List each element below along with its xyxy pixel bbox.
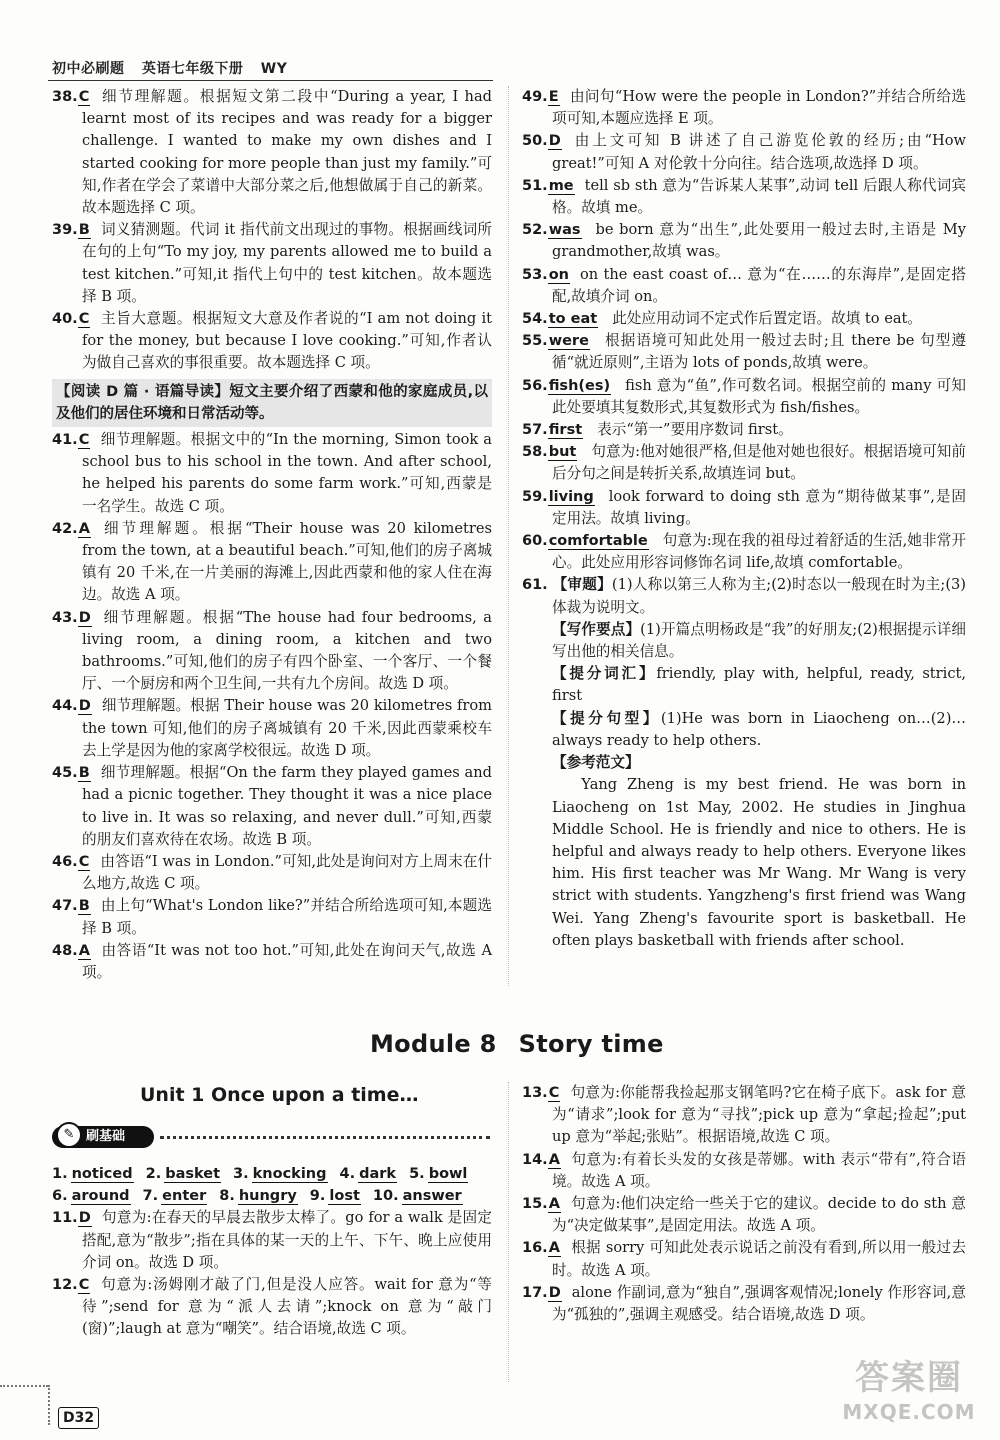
- fill-number: 5.: [409, 1166, 425, 1182]
- badge-label: 刷基础: [86, 1129, 126, 1144]
- item-number: 43.: [52, 609, 78, 626]
- review-label: 【审题】: [552, 576, 612, 594]
- column-divider-lower: [508, 1082, 509, 1382]
- item-explanation: 句意为:汤姆刚才敲了门,但是没人应答。wait for 意为“等待”;send for 意为“派人去请”;knock on 意为“敲门(窗)”;laugh at 意为“嘲笑”。结合语境,故选 C 项。: [82, 1276, 492, 1338]
- item-answer: to eat: [548, 311, 598, 328]
- item-answer: fish(es): [548, 377, 611, 394]
- item-number: 48.: [52, 942, 78, 959]
- sample-essay-heading: [522, 752, 966, 774]
- item-explanation: 由答语“It was not too hot.”可知,此处在询问天气,故选 A 项。: [82, 941, 492, 981]
- item-answer: first: [548, 422, 583, 439]
- item-number: 11.: [52, 1210, 78, 1227]
- item-explanation: be born 意为“出生”,此处要用一般过去时,主语是 My grandmother,故填 was。: [552, 221, 966, 261]
- review-line: [522, 574, 966, 618]
- answer-item: [522, 1237, 966, 1281]
- item-explanation: 根据 sorry 可知此处表示说话之前没有看到,所以用一般过去时。故选 A 项。: [552, 1239, 966, 1279]
- sample-essay-label: 【参考范文】: [552, 754, 640, 772]
- fill-word: lost: [329, 1188, 360, 1205]
- answer-list-49-60: [522, 86, 966, 574]
- header-subject: 英语七年级下册: [141, 61, 244, 77]
- item-explanation: alone 作副词,意为“独自”,强调客观情况;lonely 作形容词,意为“孤独的”,强调主观感受。结合语境,故选 D 项。: [552, 1283, 966, 1324]
- item-answer: A: [548, 1151, 560, 1168]
- item-number: 59.: [522, 488, 548, 505]
- right-column-bottom: [522, 1082, 966, 1326]
- answer-item: [522, 419, 966, 441]
- answer-item: [522, 219, 966, 263]
- brush-icon: ✎: [56, 1122, 82, 1148]
- answer-item: [522, 1282, 966, 1326]
- key-points-label: 【写作要点】: [552, 620, 641, 638]
- item-explanation: 句意为:他对她很严格,但是他对她也很好。根据语境可知前后分句之间是转折关系,故填连词 but。: [552, 443, 966, 483]
- answer-item: [522, 175, 966, 219]
- fill-number: 9.: [309, 1188, 326, 1205]
- fill-number: 2.: [145, 1166, 162, 1182]
- header-rule: [48, 80, 493, 81]
- item-number: 41.: [52, 432, 78, 449]
- item-answer: C: [78, 432, 90, 449]
- answer-item: [52, 895, 492, 939]
- header-edition: WY: [260, 61, 288, 77]
- vocab-text: friendly, play with, helpful, ready, strict, first: [552, 665, 966, 705]
- item-answer: C: [548, 1085, 560, 1101]
- fill-row-1: [52, 1163, 492, 1185]
- item-number: 57.: [522, 422, 548, 439]
- item-number: 16.: [522, 1240, 548, 1257]
- item-answer: C: [78, 1277, 90, 1294]
- answer-item: [52, 518, 492, 607]
- item-number: 61.: [522, 577, 548, 594]
- item-answer: D: [78, 698, 91, 715]
- item-answer: D: [78, 1210, 91, 1227]
- answer-list-38-40: [52, 86, 492, 375]
- running-header: [52, 58, 299, 80]
- item-explanation: 由问句“How were the people in London?”并结合所给选项可知,本题应选择 E 项。: [552, 88, 966, 128]
- watermark-line1: 答案圈: [855, 1358, 963, 1398]
- item-answer: A: [78, 520, 90, 537]
- answer-item: [522, 308, 966, 330]
- vocab-label: 【提分词汇】: [552, 665, 657, 683]
- answer-item: [522, 330, 966, 374]
- item-explanation: on the east coast of… 意为“在……的东海岸”,是固定搭配,故填介词 on。: [552, 265, 966, 305]
- item-explanation: 句意为:他们决定给一些关于它的建议。decide to do sth 意为“决定做某事”,是固定用法。故选 A 项。: [552, 1195, 966, 1235]
- item-number: 38.: [52, 89, 78, 105]
- item-answer: B: [78, 765, 90, 782]
- item-number: 45.: [52, 765, 78, 782]
- answer-list-11-12: [52, 1207, 492, 1340]
- answer-item: [522, 486, 966, 530]
- item-number: 46.: [52, 853, 78, 870]
- item-answer: A: [548, 1240, 560, 1257]
- fill-word: knocking: [252, 1166, 327, 1182]
- item-answer: C: [78, 853, 90, 870]
- answer-list-13-17: [522, 1082, 966, 1326]
- item-explanation: 由答语“I was in London.”可知,此处是询问对方上周末在什么地方,故选 C 项。: [82, 852, 492, 893]
- fill-word: answer: [402, 1188, 462, 1205]
- page-corner-dots-vertical: [48, 1385, 50, 1425]
- answer-item: [52, 695, 492, 762]
- writing-answer-61: [522, 574, 966, 951]
- item-number: 17.: [522, 1284, 548, 1301]
- item-number: 55.: [522, 333, 548, 350]
- page-number: D32: [58, 1407, 99, 1429]
- answer-item: [522, 530, 966, 574]
- basic-practice-badge: [52, 1126, 154, 1148]
- item-answer: living: [548, 488, 594, 505]
- left-column-bottom: [52, 1163, 492, 1341]
- review-text: (1)人称以第三人称为主;(2)时态以一般现在时为主;(3)体裁为说明文。: [552, 576, 966, 616]
- fill-number: 7.: [142, 1188, 159, 1205]
- item-explanation: fish 意为“鱼”,作可数名词。根据空前的 many 可知此处要填其复数形式,其复数形式为 fish/fishes。: [552, 376, 966, 416]
- sentence-pattern-text: (1)He was born in Liaocheng on…(2)… always ready to help others.: [552, 709, 966, 749]
- item-answer: D: [548, 1284, 561, 1301]
- left-column-top: [52, 86, 492, 984]
- sentence-pattern-line: [522, 708, 966, 752]
- item-number: 56.: [522, 377, 548, 394]
- item-number: 14.: [522, 1151, 548, 1168]
- item-explanation: 句意为:现在我的祖母过着舒适的生活,她非常开心。此处应用形容词修饰名词 life,故填 comfortable。: [552, 532, 966, 572]
- item-number: 60.: [522, 533, 548, 550]
- item-answer: A: [78, 942, 90, 959]
- fill-row-2: [52, 1185, 492, 1207]
- item-number: 13.: [522, 1085, 548, 1101]
- item-answer: me: [548, 177, 574, 194]
- item-number: 42.: [52, 520, 78, 537]
- item-explanation: 细节理解题。根据 Their house was 20 kilometres from the town 可知,他们的房子离城镇有 20 千米,因此西蒙乘校车去上学是因为他的家离学校很远。故选 D 项。: [82, 697, 492, 759]
- item-number: 51.: [522, 177, 548, 194]
- answer-item: [522, 1082, 966, 1149]
- item-answer: B: [78, 222, 90, 239]
- sentence-pattern-label: 【提分句型】: [552, 709, 661, 727]
- key-points-text: (1)开篇点明杨政是“我”的好朋友;(2)根据提示详细写出他的相关信息。: [552, 620, 966, 661]
- item-explanation: 表示“第一”要用序数词 first。: [597, 421, 793, 439]
- fill-word: basket: [165, 1166, 221, 1182]
- fill-number: 4.: [339, 1166, 356, 1182]
- answer-item: [52, 308, 492, 375]
- vocab-line: [522, 663, 966, 707]
- answer-item: [522, 264, 966, 308]
- fill-number: 3.: [233, 1166, 249, 1182]
- item-answer: C: [78, 89, 90, 105]
- item-answer: E: [548, 89, 559, 105]
- answer-item: [52, 429, 492, 518]
- item-answer: but: [548, 444, 577, 461]
- answer-item: [52, 1207, 492, 1274]
- item-answer: was: [548, 222, 581, 239]
- item-explanation: 细节理解题。根据“On the farm they played games and had a picnic together. They thought it was a nice place to live in. It was so relaxing, and never dull.”可知,西蒙的朋友们喜欢待在农场。故选 B 项。: [82, 764, 492, 848]
- fill-number: 6.: [52, 1188, 68, 1205]
- right-column-top: [522, 86, 966, 952]
- unit-title: Unit 1 Once upon a time…: [140, 1084, 419, 1106]
- item-explanation: 细节理解题。根据短文第二段中“During a year, I had learnt most of its recipes and was ready for a bigger challenge. I wanted to make my own dishes and I started cooking for more people than just my family.”可知,作者在学会了菜谱中大部分菜之后,他想做属于自己的新菜。故本题选择 C 项。: [82, 88, 492, 217]
- answer-item: [52, 219, 492, 308]
- answer-item: [522, 86, 966, 130]
- answer-item: [522, 1149, 966, 1193]
- item-explanation: 句意为:有着长头发的女孩是蒂娜。with 表示“带有”,符合语境。故选 A 项。: [552, 1150, 966, 1190]
- item-answer: D: [548, 133, 561, 150]
- banner-dotted-line: [160, 1136, 490, 1142]
- item-explanation: 由上句“What's London like?”并结合所给选项可知,本题选择 B 项。: [82, 897, 492, 937]
- item-explanation: 句意为:你能帮我捡起那支钢笔吗?它在椅子底下。ask for 意为“请求”;look for 意为“寻找”;pick up 意为“拿起;捡起”;put up 意为“举起;张贴”。根据语境,故选 C 项。: [552, 1084, 966, 1146]
- item-number: 52.: [522, 222, 548, 239]
- item-number: 40.: [52, 311, 78, 328]
- answer-item: [52, 851, 492, 895]
- module-title: [370, 1030, 670, 1058]
- item-answer: A: [548, 1196, 560, 1213]
- reading-d-intro: 【阅读 D 篇 · 语篇导读】短文主要介绍了西蒙和他的家庭成员,以及他们的居住环境和日常活动等。: [52, 379, 492, 427]
- header-book: 初中必刷题: [52, 61, 125, 77]
- item-number: 49.: [522, 89, 548, 105]
- module-name: Story time: [518, 1030, 664, 1058]
- item-number: 12.: [52, 1277, 78, 1294]
- answer-item: [522, 375, 966, 419]
- answer-item: [52, 762, 492, 851]
- fill-word: bowl: [428, 1166, 468, 1182]
- basic-practice-banner: [52, 1126, 492, 1150]
- answer-item: [522, 130, 966, 174]
- sample-essay: Yang Zheng is my best friend. He was born in Liaocheng on 1st May, 2002. He studies in Jinghua Middle School. He is friendly and nice to others. He is helpful and always ready to help others. Everyone likes him. His first teacher was Mr Wang. Mr Wang is very strict with students. Yangzheng's first friend was Wang Wei. Yang Zheng's favourite sport is basketball. He often plays basketball with friends after school.: [552, 776, 966, 949]
- item-number: 39.: [52, 222, 78, 239]
- item-answer: D: [78, 609, 91, 626]
- item-explanation: 细节理解题。根据“Their house was 20 kilometres from the town, at a beautiful beach.”可知,他们的房子离城镇有 20 千米,在一片美丽的海滩上,因此西蒙和他的家人住在海边。故选 A 项。: [82, 519, 492, 604]
- answer-item: [52, 1274, 492, 1341]
- answer-item: [52, 607, 492, 696]
- fill-word: dark: [359, 1166, 397, 1182]
- page-corner-dots: [0, 1385, 48, 1387]
- key-points-line: [522, 619, 966, 663]
- fill-number: 10.: [372, 1188, 399, 1205]
- answer-item: [52, 940, 492, 984]
- watermark-logo: [826, 1356, 992, 1436]
- item-answer: were: [548, 333, 589, 350]
- item-explanation: tell sb sth 意为“告诉某人某事”,动词 tell 后跟人称代词宾格。故填 me。: [552, 176, 966, 217]
- item-explanation: 根据语境可知此处用一般过去时;且 there be 句型遵循“就近原则”,主语为 lots of ponds,故填 were。: [552, 332, 966, 372]
- fill-word: around: [71, 1188, 130, 1205]
- fill-number: 8.: [219, 1188, 235, 1205]
- item-explanation: 主旨大意题。根据短文大意及作者说的“I am not doing it for the money, but because I love cooking.”可知,作者认为做自己喜欢的事很重要。故本题选择 C 项。: [82, 310, 492, 372]
- item-number: 58.: [522, 444, 548, 461]
- fill-number: 1.: [52, 1166, 68, 1182]
- item-answer: B: [78, 898, 90, 915]
- answer-item: [522, 441, 966, 485]
- fill-word: noticed: [71, 1166, 133, 1182]
- item-explanation: 句意为:在春天的早晨去散步太棒了。go for a walk 是固定搭配,意为“散步”;指在具体的某一天的上午、下午、晚上应使用介词 on。故选 D 项。: [82, 1209, 492, 1271]
- item-number: 54.: [522, 311, 548, 328]
- item-explanation: 由上文可知 B 讲述了自己游览伦敦的经历;由“How great!”可知 A 对伦敦十分向往。结合选项,故选择 D 项。: [552, 132, 966, 172]
- column-divider: [508, 86, 509, 986]
- item-number: 15.: [522, 1196, 548, 1213]
- item-explanation: look forward to doing sth 意为“期待做某事”,是固定用法。故填 living。: [552, 487, 966, 527]
- module-label: Module 8: [370, 1030, 497, 1058]
- answer-list-41-48: [52, 429, 492, 984]
- watermark-line2: MXQE.COM: [842, 1400, 976, 1424]
- answer-item: [52, 86, 492, 219]
- item-explanation: 细节理解题。根据“The house had four bedrooms, a living room, a dining room, a kitchen and two bathrooms.”可知,他们的房子有四个卧室、一个客厅、一个餐厅、一个厨房和两个卫生间,一共有九个房间。故选 D 项。: [82, 608, 492, 693]
- item-explanation: 词义猜测题。代词 it 指代前文出现过的事物。根据画线词所在句的上句“To my joy, my parents allowed me to build a test kitchen.”可知,it 指代上句中的 test kitchen。故本题选择 B 项。: [82, 221, 492, 305]
- answer-item: [522, 1193, 966, 1237]
- item-answer: comfortable: [548, 533, 648, 550]
- item-answer: on: [548, 266, 569, 283]
- item-explanation: 此处应用动词不定式作后置定语。故填 to eat。: [612, 310, 923, 328]
- item-explanation: 细节理解题。根据文中的“In the morning, Simon took a school bus to his school in the town. And after school, he helped his parents do some farm work.”可知,西蒙是一名学生。故选 C 项。: [82, 431, 492, 515]
- fill-word: enter: [162, 1188, 207, 1205]
- item-number: 44.: [52, 698, 78, 715]
- item-number: 50.: [522, 133, 548, 150]
- item-answer: C: [78, 311, 90, 328]
- fill-word: hungry: [238, 1188, 297, 1205]
- item-number: 47.: [52, 898, 78, 915]
- item-number: 53.: [522, 266, 548, 283]
